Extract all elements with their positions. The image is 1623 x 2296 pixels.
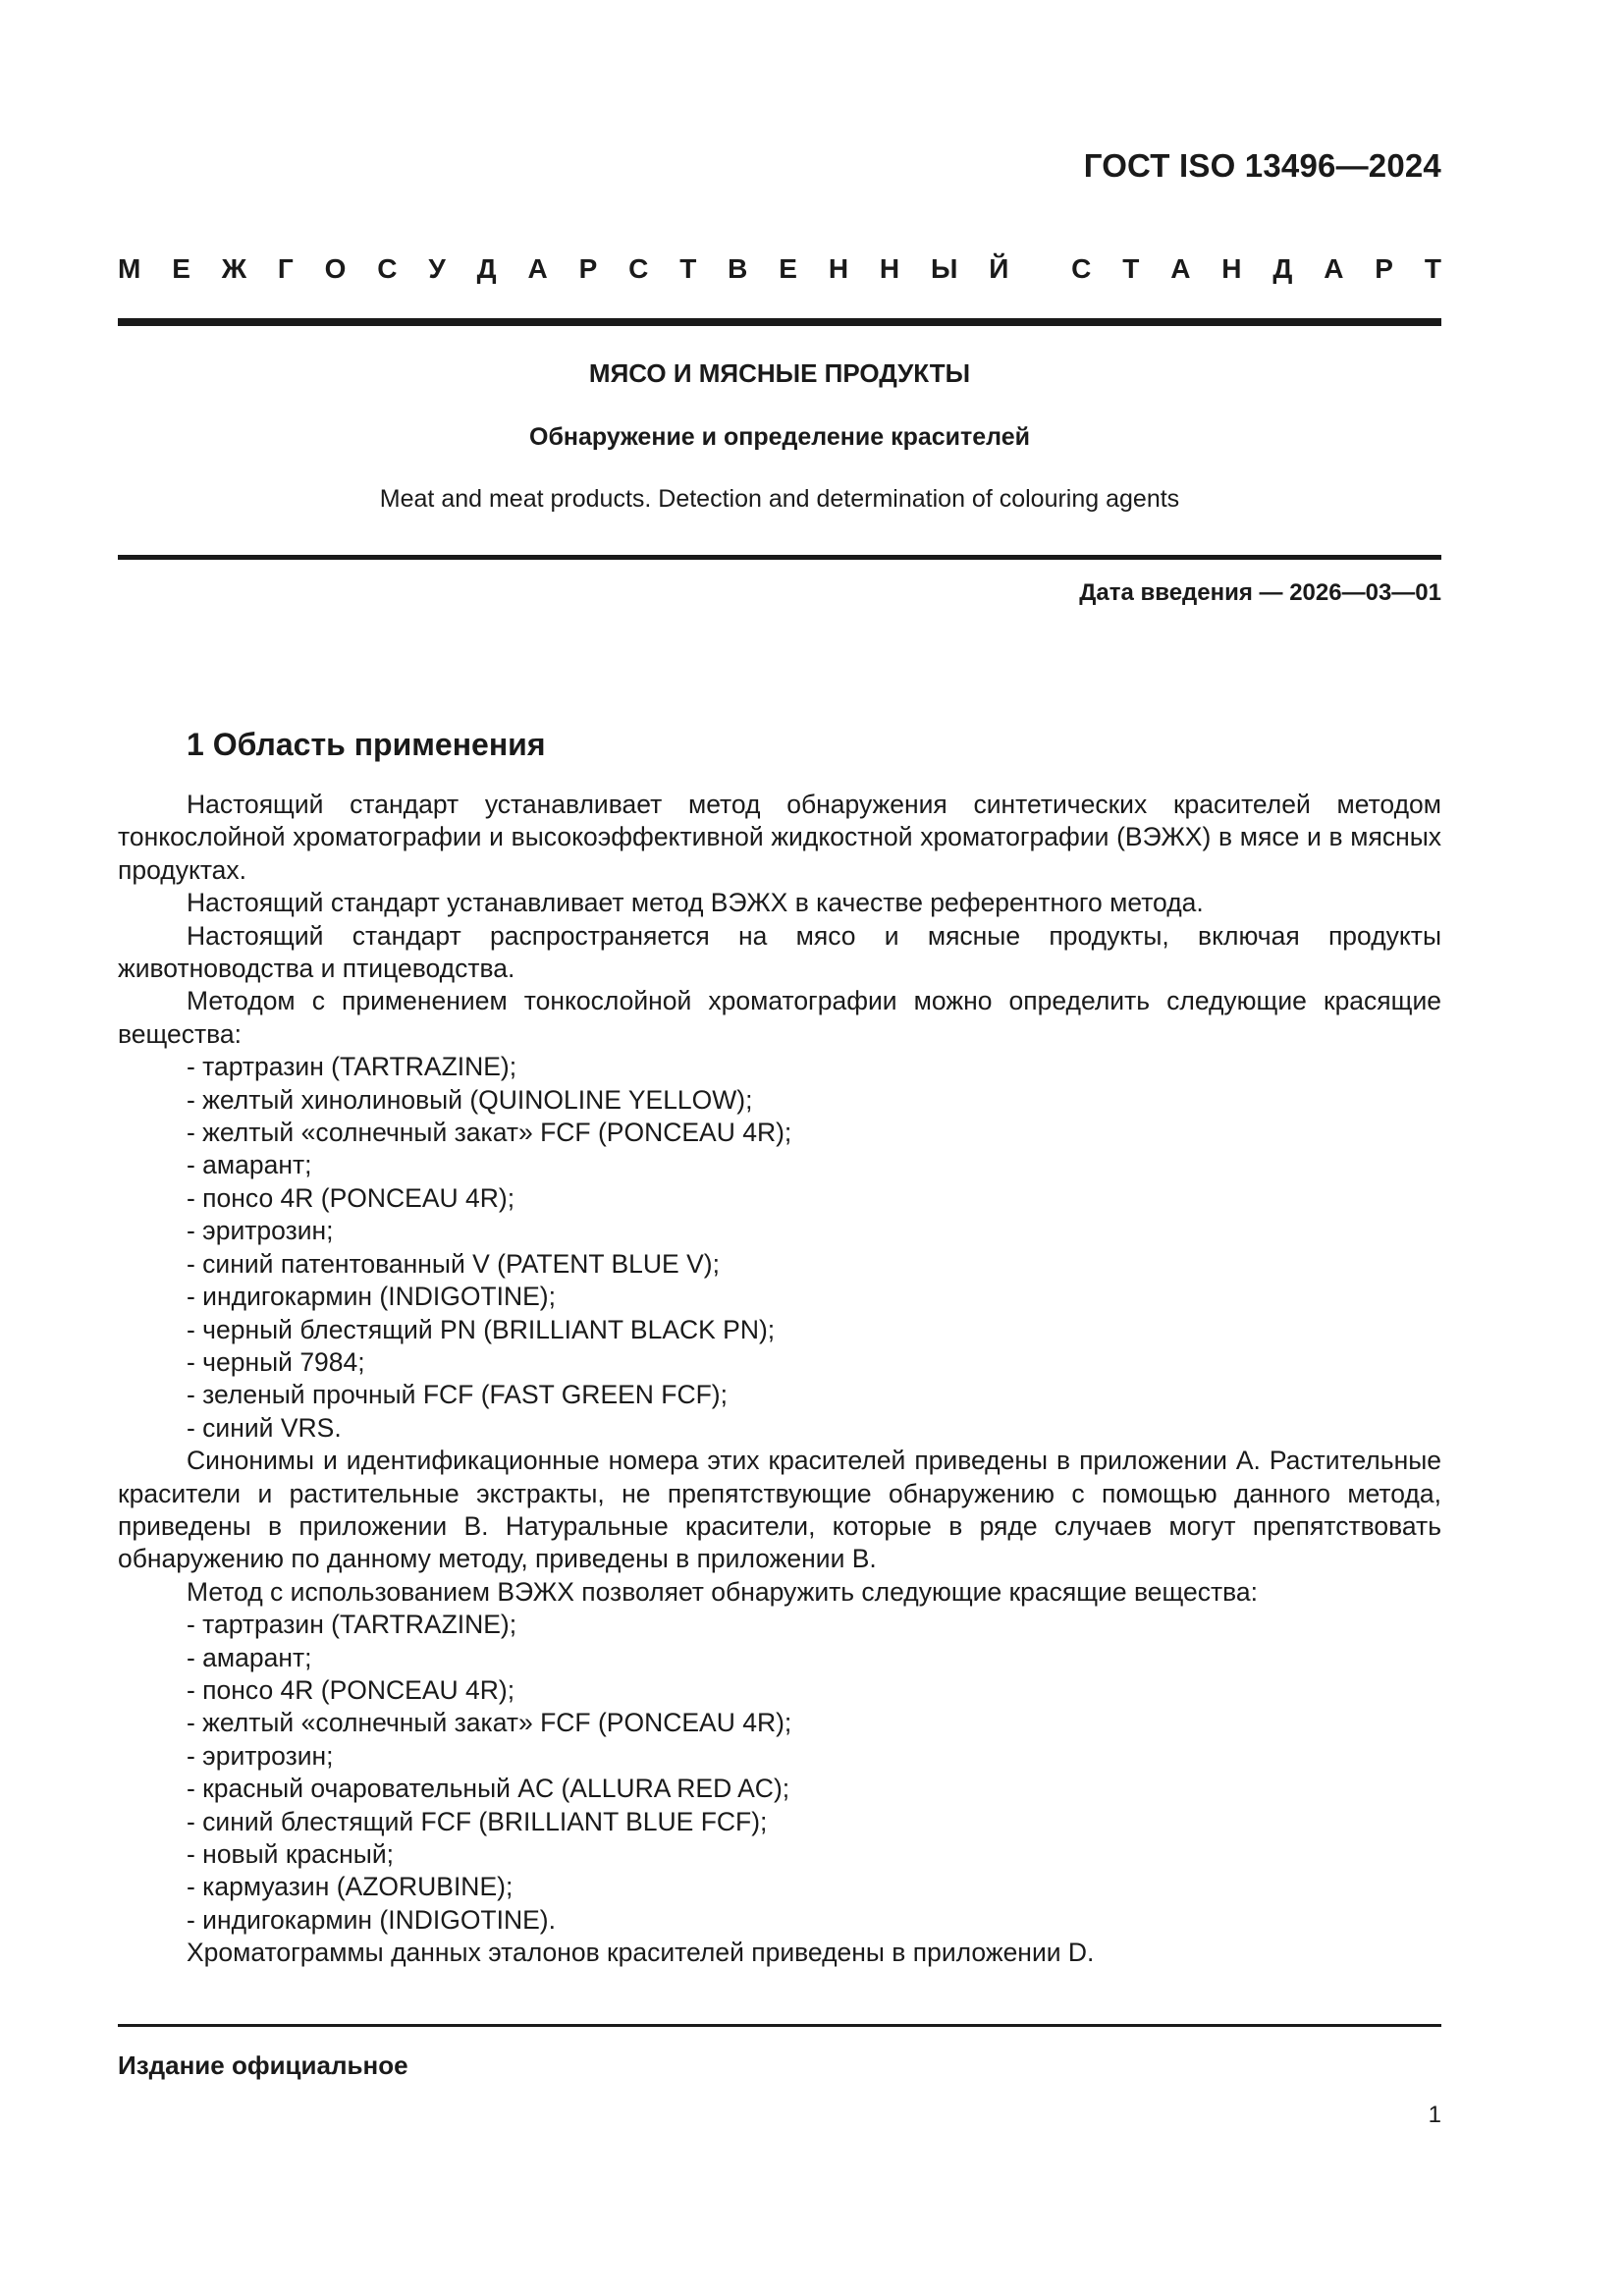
list-item: - эритрозин; [187,1740,334,1771]
list-item: - амарант; [187,1150,312,1180]
letter: Е [172,253,190,284]
document-title: МЯСО И МЯСНЫЕ ПРОДУКТЫ [588,358,971,388]
page-number: 1 [1428,2102,1441,2128]
tlc-colorant-list [118,1051,1441,1445]
letter: Т [679,253,697,284]
letter: А [1170,253,1191,284]
list-item: - желтый хинолиновый (QUINOLINE YELLOW); [187,1084,753,1115]
list-item: - тартразин (TARTRAZINE); [187,1610,517,1640]
list-item: - новый красный; [187,1839,395,1869]
letter: Р [1375,253,1393,284]
letter: Н [1221,253,1242,284]
list-item: - эритрозин; [187,1216,334,1246]
letter: С [628,253,649,284]
list-item: - тартразин (TARTRAZINE); [187,1052,517,1082]
letter: С [377,253,398,284]
list-item: - амарант; [187,1642,312,1672]
list-item: - красный очаровательный AC (ALLURA RED AC); [187,1774,790,1804]
section-heading: 1 Область применения [187,727,546,762]
title-divider [118,555,1441,560]
letter: С [1071,253,1092,284]
letter: Й [989,253,1009,284]
letter: Н [828,253,849,284]
hplc-colorant-list [118,1609,1441,1937]
paragraph: Синонимы и идентификационные номера этих красителей приведены в приложении А. Растительные красители и растительные экстракты, не препятствующие обнаружению с помощью данного метода, приведены в приложении В. Натуральные красители, которые в ряде случаев могут препятствовать обнаружению по данному методу, приведены в приложении В. [118,1446,1441,1574]
document-subtitle: Обнаружение и определение красителей [529,423,1030,451]
list-item: - кармуазин (AZORUBINE); [187,1872,514,1902]
letter: В [728,253,748,284]
letter: Г [277,253,294,284]
list-item: - желтый «солнечный закат» FCF (PONCEAU 4R); [187,1118,792,1148]
list-item: - черный 7984; [187,1346,365,1377]
list-item: - зеленый прочный FCF (FAST GREEN FCF); [187,1380,728,1410]
list-item: - синий VRS. [187,1412,342,1443]
header-divider [118,318,1441,326]
letter: Е [779,253,797,284]
letter: Н [879,253,900,284]
paragraph: Метод с использованием ВЭЖХ позволяет обнаружить следующие красящие вещества: [187,1576,1258,1607]
paragraph: Методом с применением тонкослойной хроматографии можно определить следующие красящие вещества: [118,986,1441,1049]
footer-divider [118,2024,1441,2027]
list-item: - понсо 4R (PONCEAU 4R); [187,1674,515,1705]
standard-type-heading [118,253,1441,285]
list-item: - синий блестящий FCF (BRILLIANT BLUE FCF); [187,1806,768,1836]
letter: Р [578,253,598,284]
list-item: - индигокармин (INDIGOTINE). [187,1904,556,1935]
list-item: - черный блестящий PN (BRILLIANT BLACK PN); [187,1314,776,1344]
paragraph: Настоящий стандарт устанавливает метод обнаружения синтетических красителей методом тонкослойной хроматографии и высокоэффективной жидкостной хроматографии (ВЭЖХ) в мясе и в мясных продуктах. [118,790,1441,885]
letter: Д [476,253,497,284]
letter: У [428,253,446,284]
paragraph: Хроматограммы данных эталонов красителей приведены в приложении D. [187,1938,1095,1968]
paragraph: Настоящий стандарт распространяется на мясо и мясные продукты, включая продукты животноводства и птицеводства. [118,920,1441,984]
letter: Т [1122,253,1140,284]
list-item: - индигокармин (INDIGOTINE); [187,1282,556,1312]
list-item: - понсо 4R (PONCEAU 4R); [187,1182,515,1213]
list-item: - синий патентованный V (PATENT BLUE V); [187,1248,720,1279]
paragraph: Настоящий стандарт устанавливает метод ВЭЖХ в качестве референтного метода. [187,888,1204,918]
section-body [118,789,1441,1970]
letter: Д [1272,253,1293,284]
letter: Ж [221,253,247,284]
letter: О [324,253,347,284]
introduction-date: Дата введения — 2026—03—01 [1079,579,1441,606]
document-title-english: Meat and meat products. Detection and determination of colouring agents [379,485,1180,513]
list-item: - желтый «солнечный закат» FCF (PONCEAU 4R); [187,1708,792,1738]
letter: Т [1424,253,1441,284]
document-number: ГОСТ ISO 13496—2024 [1083,147,1441,184]
edition-label: Издание официальное [118,2050,408,2080]
letter: М [118,253,141,284]
letter: А [1324,253,1344,284]
letter: Ы [931,253,958,284]
letter: А [527,253,548,284]
